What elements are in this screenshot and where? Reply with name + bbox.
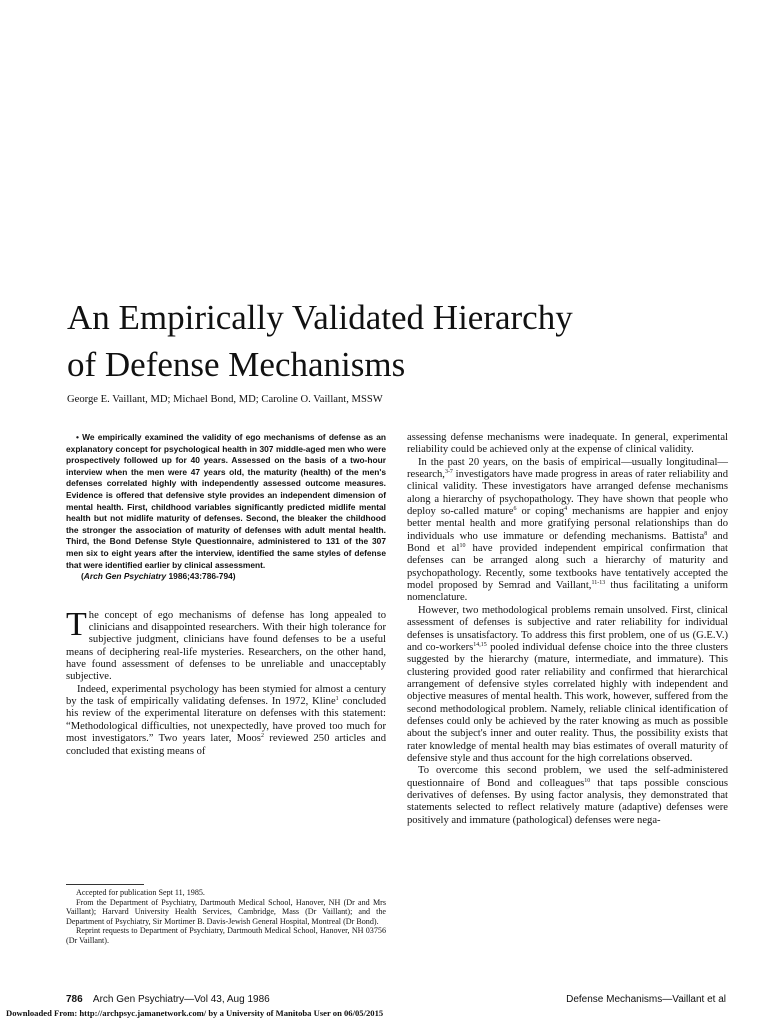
abstract-bullet: • xyxy=(76,432,79,442)
body-text: that taps possible conscious derivatives of defenses. By using factor analysis, they demonstrated that statements selected to reflect relatively mature (adaptive) defenses were positively and immature (pathological) defenses were nega- xyxy=(407,777,728,826)
body-paragraph xyxy=(66,605,386,684)
left-column xyxy=(66,432,386,758)
reference-superscript: 10 xyxy=(584,777,591,784)
body-left xyxy=(66,605,387,758)
citation-journal: Arch Gen Psychiatry xyxy=(83,571,167,582)
abstract xyxy=(66,432,386,571)
reference-superscript: 6 xyxy=(513,506,517,513)
reference-superscript: 3-7 xyxy=(444,469,453,476)
footnotes xyxy=(66,888,386,946)
body-paragraph xyxy=(407,457,728,605)
reference-superscript: 1 xyxy=(335,696,339,703)
citation-details: 1986;43:786-794) xyxy=(168,571,236,582)
reference-superscript: 10 xyxy=(459,543,466,550)
body-paragraph xyxy=(407,605,728,765)
body-text: or coping xyxy=(516,506,565,518)
title-line-2: of Defense Mechanisms xyxy=(67,345,406,384)
body-text: thus facilitating a uniform nomenclature. xyxy=(407,580,728,604)
reference-superscript: 14,15 xyxy=(473,641,487,648)
title-line-1: An Empirically Validated Hierarchy xyxy=(67,298,573,337)
footnote-divider xyxy=(66,884,144,885)
body-text: To overcome this second problem, we used the self-administered questionnaire of Bond and colleagues xyxy=(407,765,728,789)
body-text: pooled individual defense choice into the three clusters suggested by the hierarchy (mature, intermediate, and immature). This clustering provided good rater reliability and confirmed that hierarchical arrangement of defensive styles correlated highly with independent and objective measures of mental health. This work, however, suffered from the second methodological problem. Namely, reliable clinical identification of defenses could only be achieved by the rater knowing as much as possible about the subject's inner and outer reality. Thus, the possibility exists that rater knowledge of mental health may bias estimates of overall maturity of defensive style and thus account for the high correlations observed. xyxy=(407,641,728,764)
footnote-reprints: Reprint requests to Department of Psychiatry, Dartmouth Medical School, Hanover, NH 03756 (Dr Vaillant). xyxy=(66,926,386,945)
journal-info: Arch Gen Psychiatry—Vol 43, Aug 1986 xyxy=(92,994,270,1005)
body-text: However, two methodological problems remain unsolved. First, clinical assessment of defenses is subjective and rater reliability for individual defenses is unsatisfactory. To address this first problem, one of us (G.E.V.) and co-workers xyxy=(407,604,728,653)
running-title: Defense Mechanisms—Vaillant et al xyxy=(566,994,726,1005)
body-text: he concept of ego mechanisms of defense has long appealed to clinicians and disappointed researchers. With their high tolerance for subjective judgment, clinicians have found defenses to be a useful means of deciphering real-life mysteries. Researchers, on the other hand, have found assessment of defenses to be unreliable and unacceptably subjective. xyxy=(66,609,386,683)
body-text: and Bond et al xyxy=(407,530,728,555)
body-text: In the past 20 years, on the basis of empirical—usually longitudinal—research, xyxy=(407,456,728,481)
body-text: reviewed 250 articles and concluded that existing means of xyxy=(66,733,386,757)
abstract-citation: (Arch Gen Psychiatry 1986;43:786-794) xyxy=(81,571,236,582)
footnote-accepted: Accepted for publication Sept 11, 1985. xyxy=(76,888,205,897)
reference-superscript: 8 xyxy=(704,530,708,537)
right-column xyxy=(407,432,728,827)
page-footer-left xyxy=(66,994,270,1005)
article-title xyxy=(67,294,707,388)
drop-cap: T xyxy=(66,605,87,643)
download-notice: Downloaded From: http://archpsyc.jamanetwork.com/ by a University of Manitoba User on 06/05/2015 xyxy=(6,1008,384,1018)
reference-superscript: 11-13 xyxy=(591,580,606,587)
body-text: concluded his review of the experimental literature on defenses with this statement: “Methodological difficulties, not unexpectedly, have proved too much for most investigators.” Two years later, Moos xyxy=(66,696,387,745)
body-text: assessing defense mechanisms were inadequate. In general, experimental reliability could be achieved only at the expense of clinical validity. xyxy=(407,432,728,456)
body-paragraph xyxy=(407,765,728,827)
reference-superscript: 2 xyxy=(260,733,264,740)
body-text: have provided independent empirical confirmation that defenses can be arranged along such a hierarchy of maturity and psychopathology. Recently, some textbooks have tentatively accepted the model proposed by Semrad and Vaillant, xyxy=(407,543,728,592)
body-paragraph xyxy=(66,684,386,758)
footnote-affiliations: From the Department of Psychiatry, Dartmouth Medical School, Hanover, NH (Dr and Mrs Vaillant); Harvard University Health Services, Cambridge, Mass (Dr Vaillant); and the Department of Psychiatry, Sir Mortimer B. Davis-Jewish General Hospital, Montreal (Dr Bond). xyxy=(66,897,386,926)
body-text: Indeed, experimental psychology has been stymied for almost a century by the task of empirically validating defenses. In 1972, Kline xyxy=(66,683,386,708)
body-text: mechanisms are happier and enjoy better mental health and more gratifying personal relationships than do individuals who use immature or defending mechanisms. Battista xyxy=(407,506,729,542)
author-list: George E. Vaillant, MD; Michael Bond, MD; Caroline O. Vaillant, MSSW xyxy=(67,394,383,405)
body-text: investigators have made progress in areas of rater reliability and clinical validity. These investigators have arranged defense mechanisms along a hierarchy of psychopathology. They have shown that people who deploy so-called mature xyxy=(407,469,728,518)
page-number: 786 xyxy=(66,994,83,1005)
body-paragraph xyxy=(407,432,728,457)
reference-superscript: 4 xyxy=(564,506,568,513)
abstract-text: We empirically examined the validity of ego mechanisms of defense as an explanatory concept for psychological health in 307 middle-aged men who were prospectively followed up for 40 years. Assessed on the basis of a two-hour interview when the men were 47 years old, the maturity (health) of the men's defenses correlated highly with independently assessed outcome measures. Evidence is offered that defensive style provides an independent dimension of mental health. First, childhood variables significantly predicted midlife mental health but not midlife maturity of defenses. Second, the bleaker the childhood the stronger the association of maturity of defenses with adult mental health. Third, the Bond Defense Style Questionnaire, administered to 131 of the 307 men six to eight years after the interview, identified the same styles of defense that were identified earlier by clinical assessment. xyxy=(66,432,387,570)
